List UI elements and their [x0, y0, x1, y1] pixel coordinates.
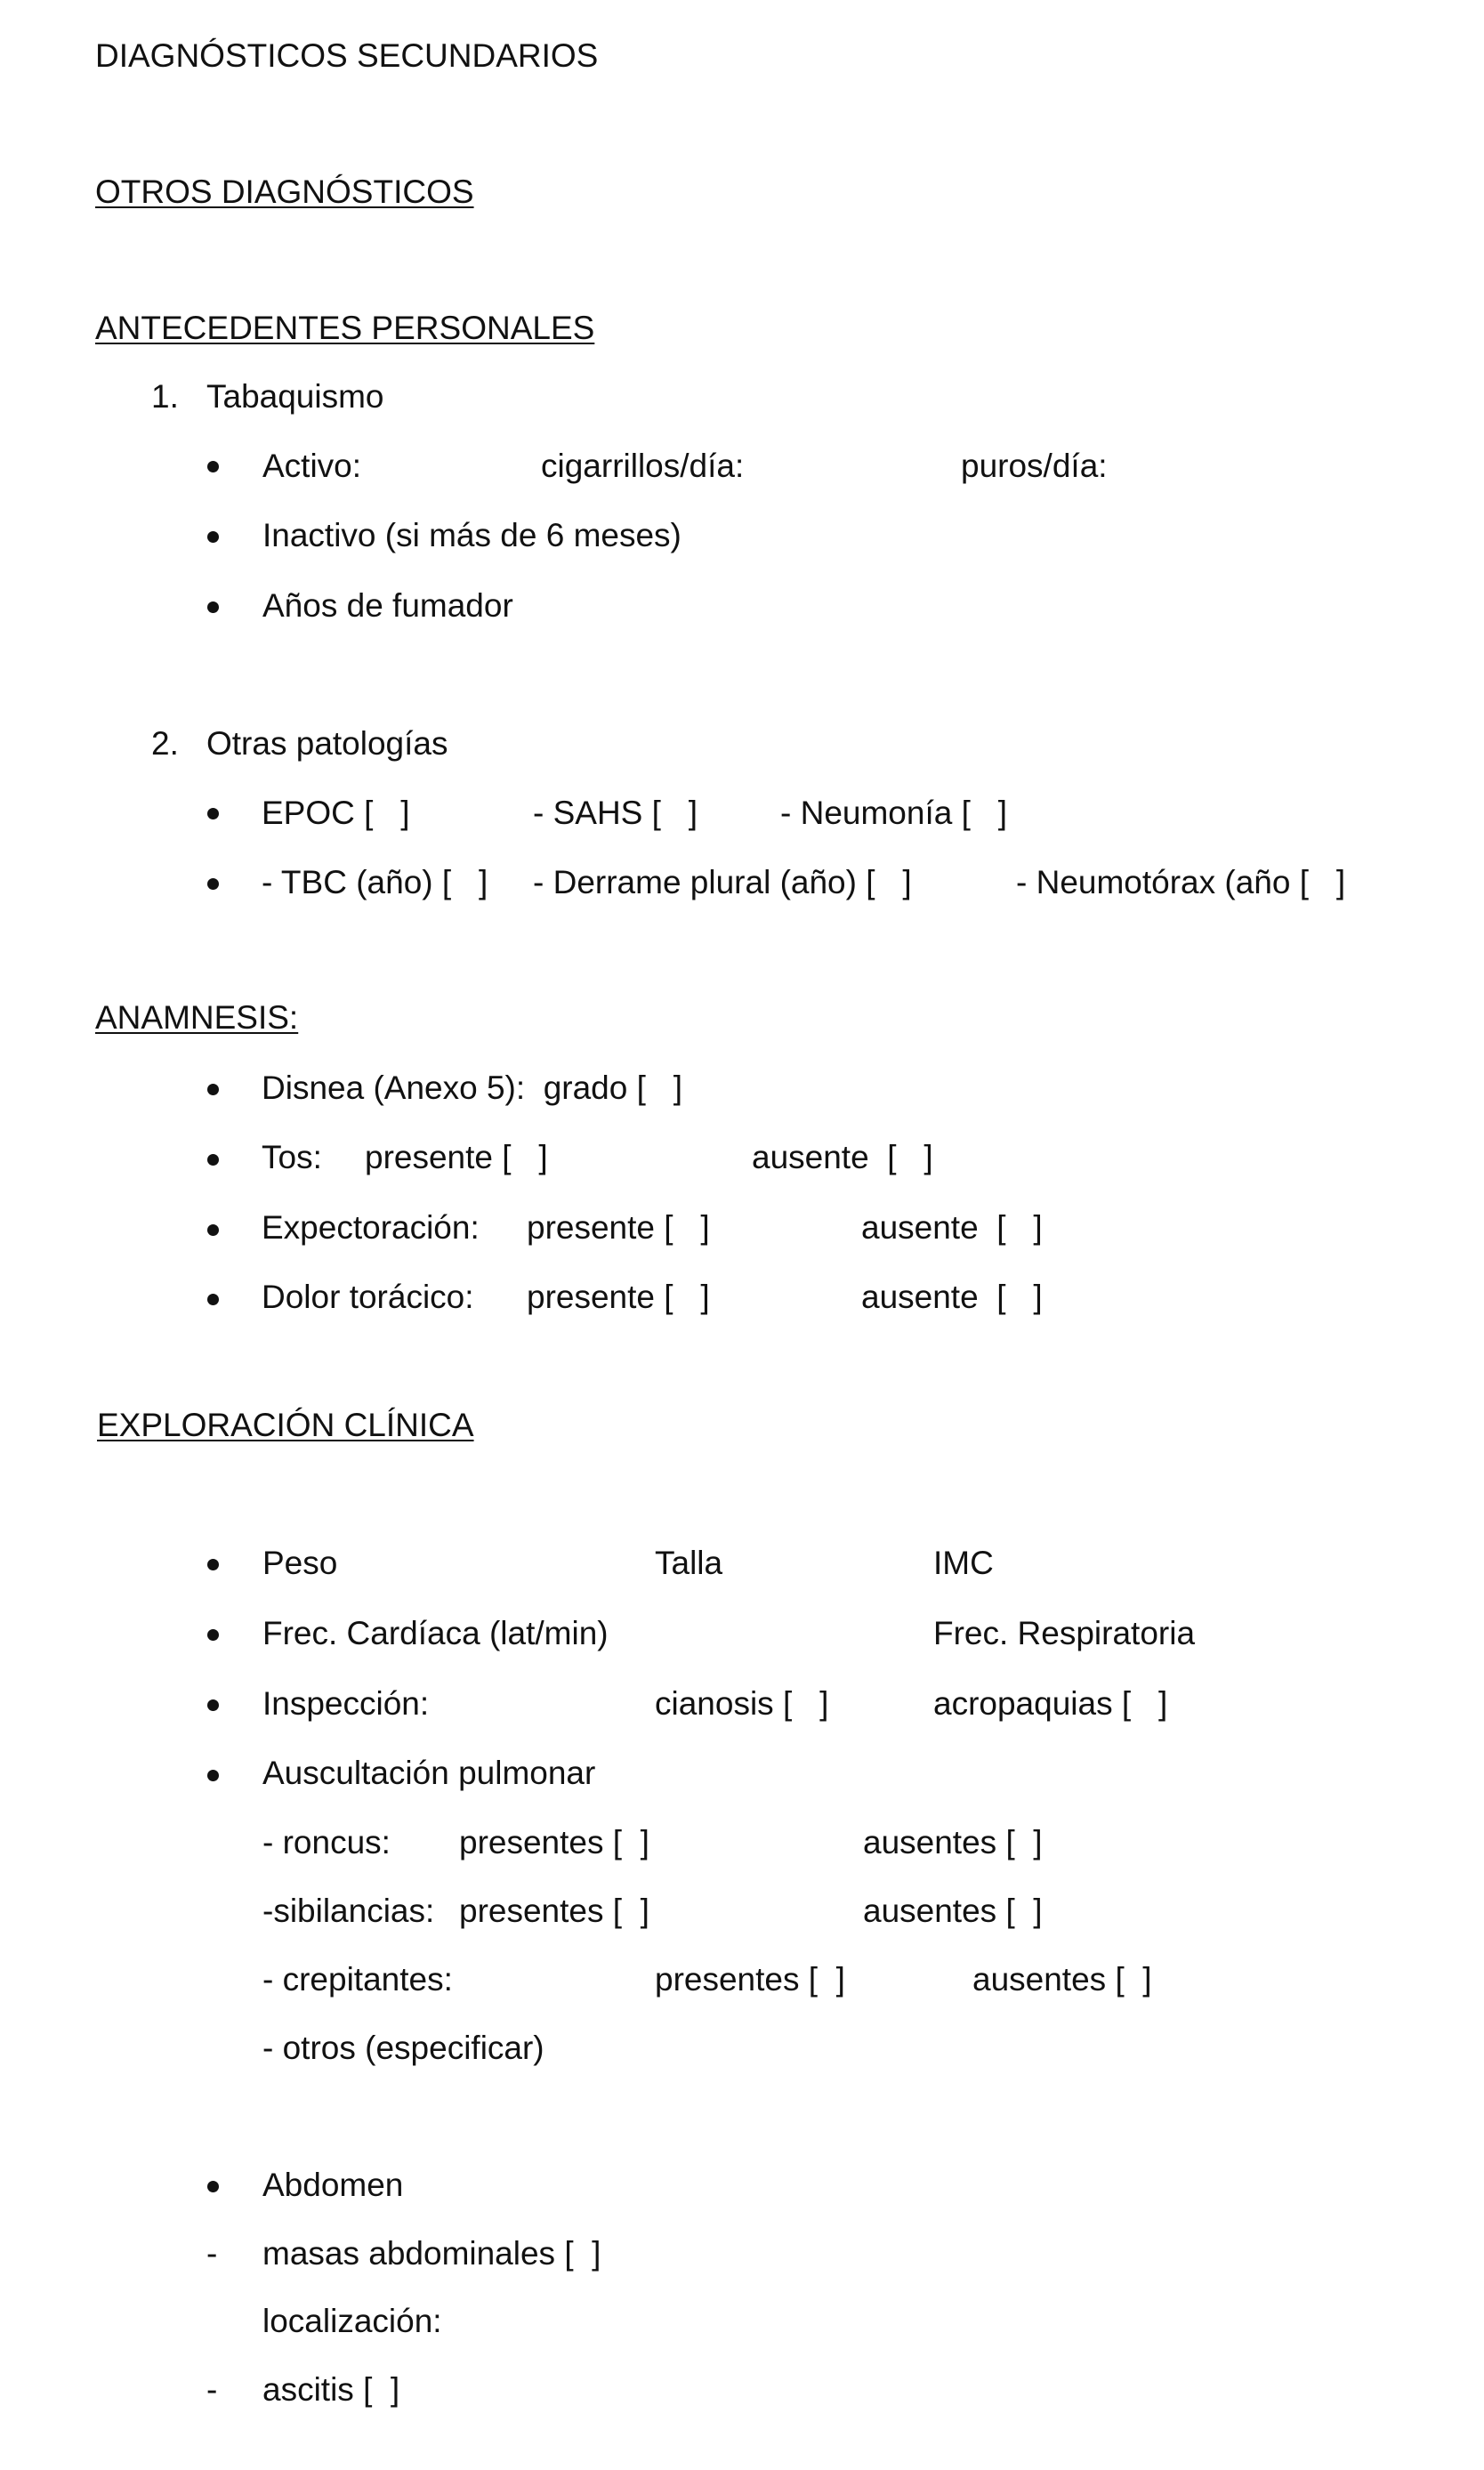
bullet-icon	[207, 1629, 219, 1641]
dolor-ausente-checkbox[interactable]: ausente [ ]	[861, 1279, 1043, 1315]
cianosis-checkbox[interactable]: cianosis [ ]	[655, 1685, 829, 1722]
dash-marker: -	[206, 2371, 218, 2408]
heading-anamnesis: ANAMNESIS:	[95, 999, 299, 1036]
heading-otros-diagnosticos: OTROS DIAGNÓSTICOS	[95, 174, 474, 210]
heading-antecedentes-personales: ANTECEDENTES PERSONALES	[95, 310, 595, 346]
expectoracion-label: Expectoración:	[262, 1209, 480, 1246]
bullet-icon	[207, 1294, 219, 1305]
sahs-field[interactable]: - SAHS [ ]	[533, 795, 698, 831]
otras-patologias-label: Otras patologías	[206, 725, 448, 762]
list-number-1: 1.	[151, 378, 179, 415]
epoc-field[interactable]: EPOC [ ]	[262, 795, 410, 831]
tos-ausente-checkbox[interactable]: ausente [ ]	[752, 1139, 933, 1175]
frec-cardiaca-label: Frec. Cardíaca (lat/min)	[262, 1615, 609, 1651]
sibilancias-label: -sibilancias:	[262, 1893, 435, 1929]
roncus-presentes-checkbox[interactable]: presentes [ ]	[459, 1824, 649, 1861]
roncus-ausentes-checkbox[interactable]: ausentes [ ]	[863, 1824, 1043, 1861]
peso-label: Peso	[262, 1545, 338, 1581]
neumotorax-field[interactable]: - Neumotórax (año [ ]	[1016, 864, 1346, 900]
sibilancias-presentes-checkbox[interactable]: presentes [ ]	[459, 1893, 649, 1929]
bullet-icon	[207, 531, 219, 543]
abdomen-label: Abdomen	[262, 2167, 404, 2203]
localizacion-label: localización:	[262, 2303, 442, 2339]
heading-exploracion-clinica: EXPLORACIÓN CLÍNICA	[97, 1407, 474, 1443]
auscultacion-label: Auscultación pulmonar	[262, 1755, 596, 1791]
tos-label: Tos:	[262, 1139, 322, 1175]
bullet-icon	[207, 601, 219, 613]
inspeccion-label: Inspección:	[262, 1685, 430, 1722]
list-number-2: 2.	[151, 725, 179, 762]
bullet-icon	[207, 461, 219, 472]
bullet-icon	[207, 1559, 219, 1570]
frec-respiratoria-label: Frec. Respiratoria	[933, 1615, 1196, 1651]
tabaquismo-label: Tabaquismo	[206, 378, 384, 415]
derrame-field[interactable]: - Derrame plural (año) [ ]	[533, 864, 912, 900]
heading-diagnosticos-secundarios: DIAGNÓSTICOS SECUNDARIOS	[95, 37, 599, 74]
tos-presente-checkbox[interactable]: presente [ ]	[365, 1139, 548, 1175]
neumonia-field[interactable]: - Neumonía [ ]	[780, 795, 1007, 831]
ascitis-checkbox[interactable]: ascitis [ ]	[262, 2371, 400, 2408]
bullet-icon	[207, 1224, 219, 1236]
acropaquias-checkbox[interactable]: acropaquias [ ]	[933, 1685, 1168, 1722]
otros-especificar-label: - otros (especificar)	[262, 2030, 544, 2066]
bullet-icon	[207, 1770, 219, 1781]
sibilancias-ausentes-checkbox[interactable]: ausentes [ ]	[863, 1893, 1043, 1929]
imc-label: IMC	[933, 1545, 994, 1581]
disnea-field[interactable]: Disnea (Anexo 5): grado [ ]	[262, 1070, 683, 1106]
tbc-field[interactable]: - TBC (año) [ ]	[262, 864, 488, 900]
activo-label: Activo:	[262, 448, 362, 484]
anios-fumador-label: Años de fumador	[262, 587, 513, 624]
bullet-icon	[207, 1154, 219, 1166]
talla-label: Talla	[655, 1545, 723, 1581]
expectoracion-ausente-checkbox[interactable]: ausente [ ]	[861, 1209, 1043, 1246]
crepitantes-presentes-checkbox[interactable]: presentes [ ]	[655, 1961, 845, 1998]
bullet-icon	[207, 1084, 219, 1095]
dash-marker: -	[206, 2235, 218, 2272]
puros-label: puros/día:	[961, 448, 1108, 484]
bullet-icon	[207, 2181, 219, 2192]
bullet-icon	[207, 878, 219, 890]
expectoracion-presente-checkbox[interactable]: presente [ ]	[527, 1209, 710, 1246]
dolor-toracico-label: Dolor torácico:	[262, 1279, 474, 1315]
crepitantes-ausentes-checkbox[interactable]: ausentes [ ]	[972, 1961, 1152, 1998]
crepitantes-label: - crepitantes:	[262, 1961, 453, 1998]
bullet-icon	[207, 1699, 219, 1711]
inactivo-label: Inactivo (si más de 6 meses)	[262, 517, 682, 553]
masas-abdominales-checkbox[interactable]: masas abdominales [ ]	[262, 2235, 601, 2272]
dolor-presente-checkbox[interactable]: presente [ ]	[527, 1279, 710, 1315]
cigarrillos-label: cigarrillos/día:	[541, 448, 745, 484]
roncus-label: - roncus:	[262, 1824, 391, 1861]
bullet-icon	[207, 808, 219, 819]
